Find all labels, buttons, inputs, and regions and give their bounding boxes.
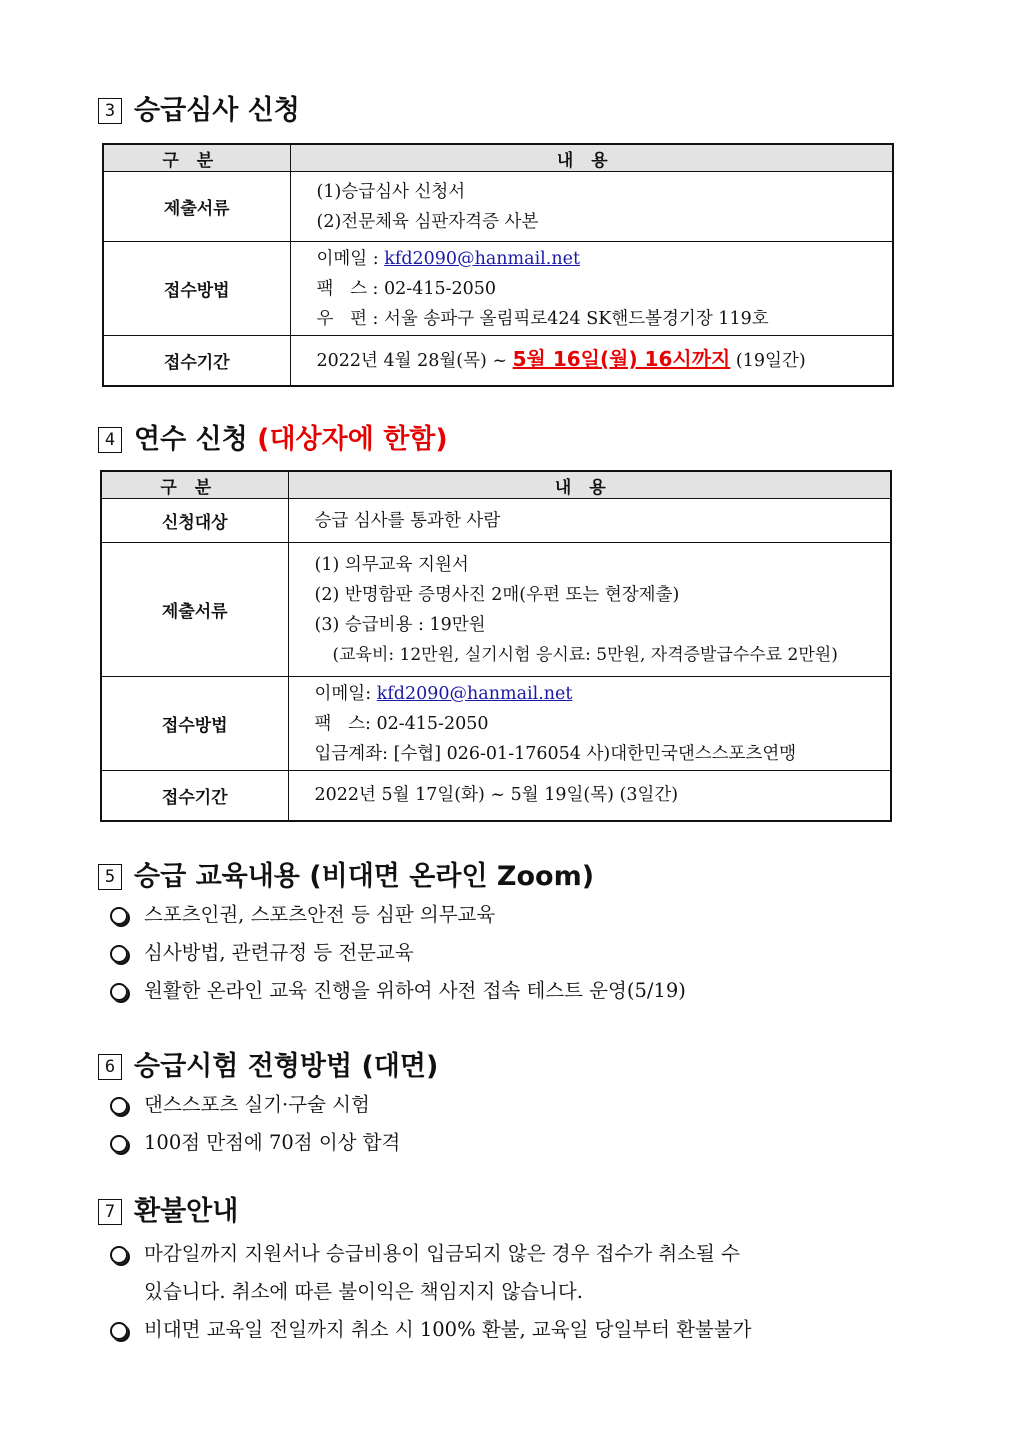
list-item-text: 심사방법, 관련규정 등 전문교육 [144,941,414,964]
row-content [288,677,891,771]
list-item [110,896,686,934]
list-item: (3) 승급비용 : 19만원 [314,614,486,635]
table-row [103,242,893,336]
circle-bullet-icon [110,1097,128,1115]
application-table [102,143,894,387]
row-label: 접수기간 [101,771,288,821]
list-item-text: 100점 만점에 70점 이상 합격 [144,1131,401,1154]
section-title: 승급 교육내용 (비대면 온라인 Zoom) [134,861,595,892]
list-item-text: 원활한 온라인 교육 진행을 위하여 사전 접속 테스트 운영(5/19) [144,979,686,1002]
row-content [290,172,893,242]
row-label: 신청대상 [101,499,288,543]
row-content [290,336,893,386]
list-item [110,1124,400,1162]
list-item: (1) 의무교육 지원서 [314,554,469,575]
section6-heading [98,1050,438,1084]
row-content [288,499,891,543]
section-title: 환불안내 [134,1196,239,1227]
circle-bullet-icon [110,1135,128,1153]
table-row [101,499,891,543]
list-item [110,1311,752,1349]
email-link[interactable]: kfd2090@hanmail.net [376,683,573,704]
row-content [290,242,893,336]
section-number-box: 7 [98,1199,122,1225]
section-number-box: 4 [98,427,122,453]
column-header: 내용 [290,144,893,172]
refund-list [110,1235,752,1349]
account-line: 입금계좌: [수협] 026-01-176054 사)대한민국댄스스포츠연맹 [314,743,797,764]
email-link[interactable]: kfd2090@hanmail.net [384,248,580,269]
column-header: 구분 [103,144,290,172]
list-item: 승급 심사를 통과한 사람 [314,510,501,531]
period-end: (19일간) [730,351,806,372]
circle-bullet-icon [110,907,128,925]
row-content [288,771,891,821]
section-title-highlight: (대상자에 한함) [257,424,448,455]
post-line: 우 편 : 서울 송파구 올림픽로424 SK핸드볼경기장 119호 [316,308,769,329]
list-item [110,934,686,972]
section-title: 승급시험 전형방법 (대면) [134,1051,439,1082]
list-item: (교육비: 12만원, 실기시험 응시료: 5만원, 자격증발급수수료 2만원) [332,644,838,665]
list-item-text: 스포츠인권, 스포츠안전 등 심판 의무교육 [144,903,496,926]
deadline-highlight: 5월 16일(월) 16시까지 [512,347,731,372]
email-prefix: 이메일: [314,683,377,704]
row-label: 제출서류 [101,543,288,677]
email-prefix: 이메일 : [316,248,385,269]
section-number-box: 3 [98,98,122,124]
period-start: 2022년 4월 28월(목) ~ [316,351,513,372]
column-header: 구분 [101,471,288,499]
list-item-text: 있습니다. 취소에 따른 불이익은 책임지지 않습니다. [144,1280,583,1303]
email-line [317,244,893,274]
training-table [100,470,892,822]
row-label: 접수기간 [103,336,290,386]
list-item [110,1235,752,1311]
fax-line: 팩 스: 02-415-2050 [314,713,489,734]
table-row [101,543,891,677]
row-label: 접수방법 [101,677,288,771]
list-item [110,1086,400,1124]
section7-heading [98,1195,238,1229]
list-item: (1)승급심사 신청서 [316,181,466,202]
circle-bullet-icon [110,1322,128,1340]
section-number-box: 6 [98,1054,122,1080]
section-title: 승급심사 신청 [134,95,300,126]
section4-heading [98,423,448,457]
list-item-text: 마감일까지 지원서나 승급비용이 입금되지 않은 경우 접수가 취소될 수 [144,1242,740,1265]
table-header-row [101,471,891,499]
period-line [317,344,893,376]
circle-bullet-icon [110,945,128,963]
list-item [110,972,686,1010]
table-row [101,677,891,771]
table-row [101,771,891,821]
email-line [315,679,891,709]
section5-heading [98,860,594,894]
table-row [103,336,893,386]
row-label: 접수방법 [103,242,290,336]
list-item: (2) 반명함판 증명사진 2매(우편 또는 현장제출) [314,584,680,605]
list-item: (2)전문체육 심판자격증 사본 [316,211,539,232]
table-header-row [103,144,893,172]
list-item-text: 댄스스포츠 실기·구술 시험 [144,1093,370,1116]
column-header: 내용 [288,471,891,499]
exam-list [110,1086,400,1162]
list-item: 2022년 5월 17일(화) ~ 5월 19일(목) (3일간) [314,785,679,806]
row-content [288,543,891,677]
fax-line: 팩 스 : 02-415-2050 [316,278,497,299]
circle-bullet-icon [110,1246,128,1264]
row-label: 제출서류 [103,172,290,242]
section-title: 연수 신청 [134,424,248,455]
circle-bullet-icon [110,983,128,1001]
section-number-box: 5 [98,864,122,890]
list-item-text: 비대면 교육일 전일까지 취소 시 100% 환불, 교육일 당일부터 환불불가 [144,1318,752,1341]
section3-heading [98,94,300,128]
education-list [110,896,686,1010]
table-row [103,172,893,242]
